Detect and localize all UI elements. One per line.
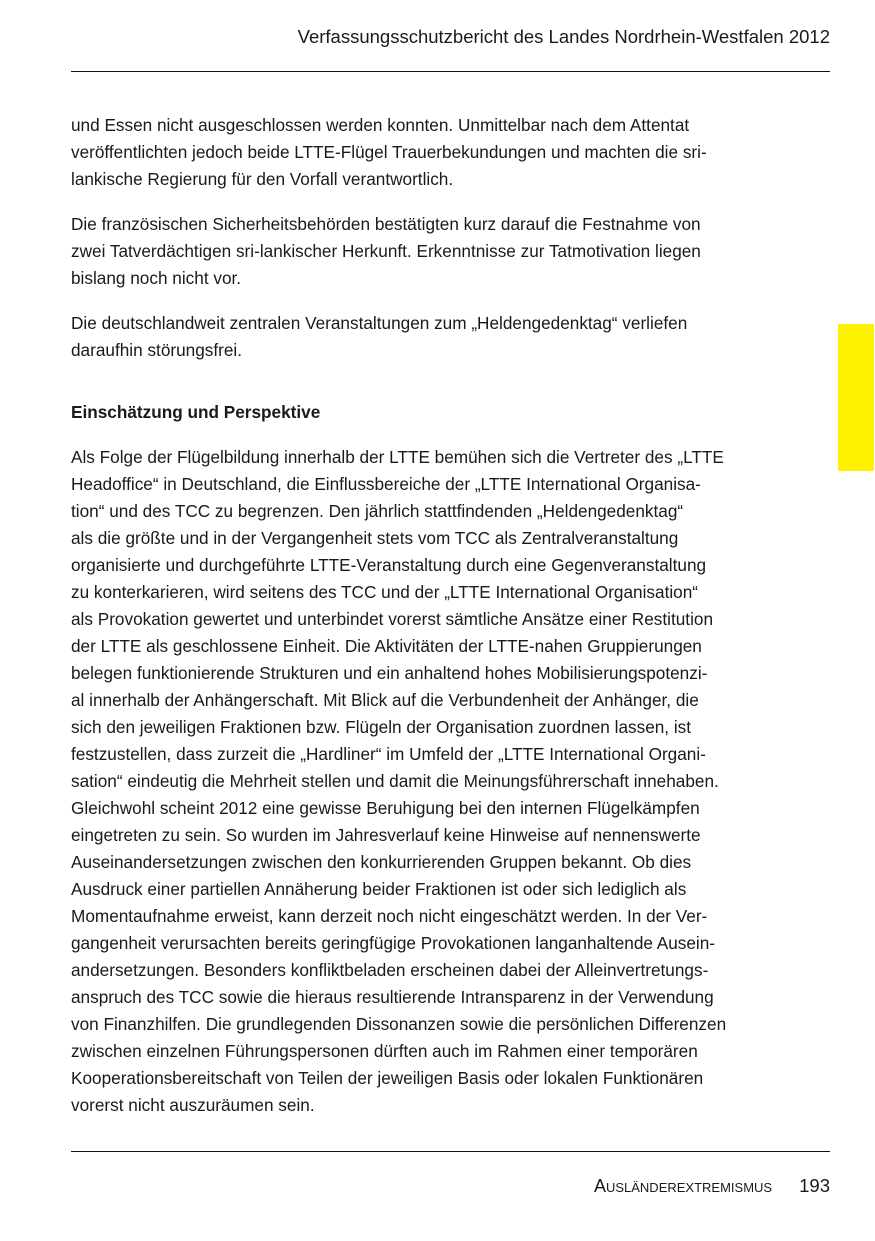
running-header-title: Verfassungsschutzbericht des Landes Nordrhein-Westfalen 2012: [297, 26, 830, 47]
text-line: Headoffice“ in Deutschland, die Einflussbereiche der „LTTE International Organisa-: [71, 474, 701, 494]
footer-section-title: Ausländerextremismus: [593, 1176, 773, 1196]
text-line: eingetreten zu sein. So wurden im Jahresverlauf keine Hinweise auf nennenswerte: [71, 825, 701, 845]
text-line: Auseinandersetzungen zwischen den konkurrierenden Gruppen bekannt. Ob dies: [71, 852, 692, 872]
running-footer: [594, 1174, 830, 1198]
paragraph: [71, 310, 791, 364]
text-line: veröffentlichten jedoch beide LTTE-Flügel Trauerbekundungen und machten die sri-: [71, 142, 707, 162]
page-number: 193: [799, 1175, 830, 1196]
text-line: zu konterkarieren, wird seitens des TCC und der „LTTE International Organisation“: [71, 582, 698, 602]
text-line: und Essen nicht ausgeschlossen werden konnten. Unmittelbar nach dem Attentat: [71, 115, 690, 135]
text-line: Die deutschlandweit zentralen Veranstaltungen zum „Heldengedenktag“ verliefen: [71, 313, 688, 333]
paragraph: [71, 112, 791, 193]
footer-divider: [71, 1151, 830, 1152]
text-line: gangenheit verursachten bereits geringfügige Provokationen langanhaltende Ausein-: [71, 933, 716, 953]
text-line: tion“ und des TCC zu begrenzen. Den jährlich stattfindenden „Heldengedenktag“: [71, 501, 684, 521]
chapter-marker-tab: [838, 324, 874, 471]
text-line: Kooperationsbereitschaft von Teilen der jeweiligen Basis oder lokalen Funktionären: [71, 1068, 704, 1088]
text-line: Momentaufnahme erweist, kann derzeit noch nicht eingeschätzt werden. In der Ver-: [71, 906, 708, 926]
text-line: sich den jeweiligen Fraktionen bzw. Flügeln der Organisation zuordnen lassen, ist: [71, 717, 692, 737]
page-body: [71, 112, 791, 1137]
text-line: organisierte und durchgeführte LTTE-Veranstaltung durch eine Gegenveranstaltung: [71, 555, 707, 575]
text-line: sation“ eindeutig die Mehrheit stellen und damit die Meinungsführerschaft innehaben.: [71, 771, 719, 791]
text-line: lankische Regierung für den Vorfall verantwortlich.: [71, 169, 454, 189]
text-line: belegen funktionierende Strukturen und ein anhaltend hohes Mobilisierungspotenzi-: [71, 663, 708, 683]
main-paragraph: [71, 444, 791, 1119]
text-line: als Provokation gewertet und unterbindet vorerst sämtliche Ansätze einer Restitution: [71, 609, 714, 629]
text-line: vorerst nicht auszuräumen sein.: [71, 1095, 315, 1115]
text-line: von Finanzhilfen. Die grundlegenden Dissonanzen sowie die persönlichen Differenzen: [71, 1014, 727, 1034]
text-line: al innerhalb der Anhängerschaft. Mit Blick auf die Verbundenheit der Anhänger, die: [71, 690, 699, 710]
text-line: zwei Tatverdächtigen sri-lankischer Herkunft. Erkenntnisse zur Tatmotivation liegen: [71, 241, 701, 261]
text-line: festzustellen, dass zurzeit die „Hardliner“ im Umfeld der „LTTE International Organi-: [71, 744, 706, 764]
text-line: andersetzungen. Besonders konfliktbeladen erscheinen dabei der Alleinvertretungs-: [71, 960, 709, 980]
text-line: Ausdruck einer partiellen Annäherung beider Fraktionen ist oder sich lediglich als: [71, 879, 687, 899]
text-line: Die französischen Sicherheitsbehörden bestätigten kurz darauf die Festnahme von: [71, 214, 701, 234]
text-line: anspruch des TCC sowie die hieraus resultierende Intransparenz in der Verwendung: [71, 987, 714, 1007]
text-line: zwischen einzelnen Führungspersonen dürften auch im Rahmen einer temporären: [71, 1041, 698, 1061]
text-line: daraufhin störungsfrei.: [71, 340, 243, 360]
header-divider: [71, 71, 830, 72]
text-line: bislang noch nicht vor.: [71, 268, 242, 288]
text-line: Gleichwohl scheint 2012 eine gewisse Beruhigung bei den internen Flügelkämpfen: [71, 798, 700, 818]
section-heading: Einschätzung und Perspektive: [71, 402, 321, 422]
paragraph: [71, 211, 791, 292]
text-line: Als Folge der Flügelbildung innerhalb der LTTE bemühen sich die Vertreter des „LTTE: [71, 447, 724, 467]
text-line: als die größte und in der Vergangenheit stets vom TCC als Zentralveranstaltung: [71, 528, 679, 548]
text-line: der LTTE als geschlossene Einheit. Die Aktivitäten der LTTE-nahen Gruppierungen: [71, 636, 702, 656]
